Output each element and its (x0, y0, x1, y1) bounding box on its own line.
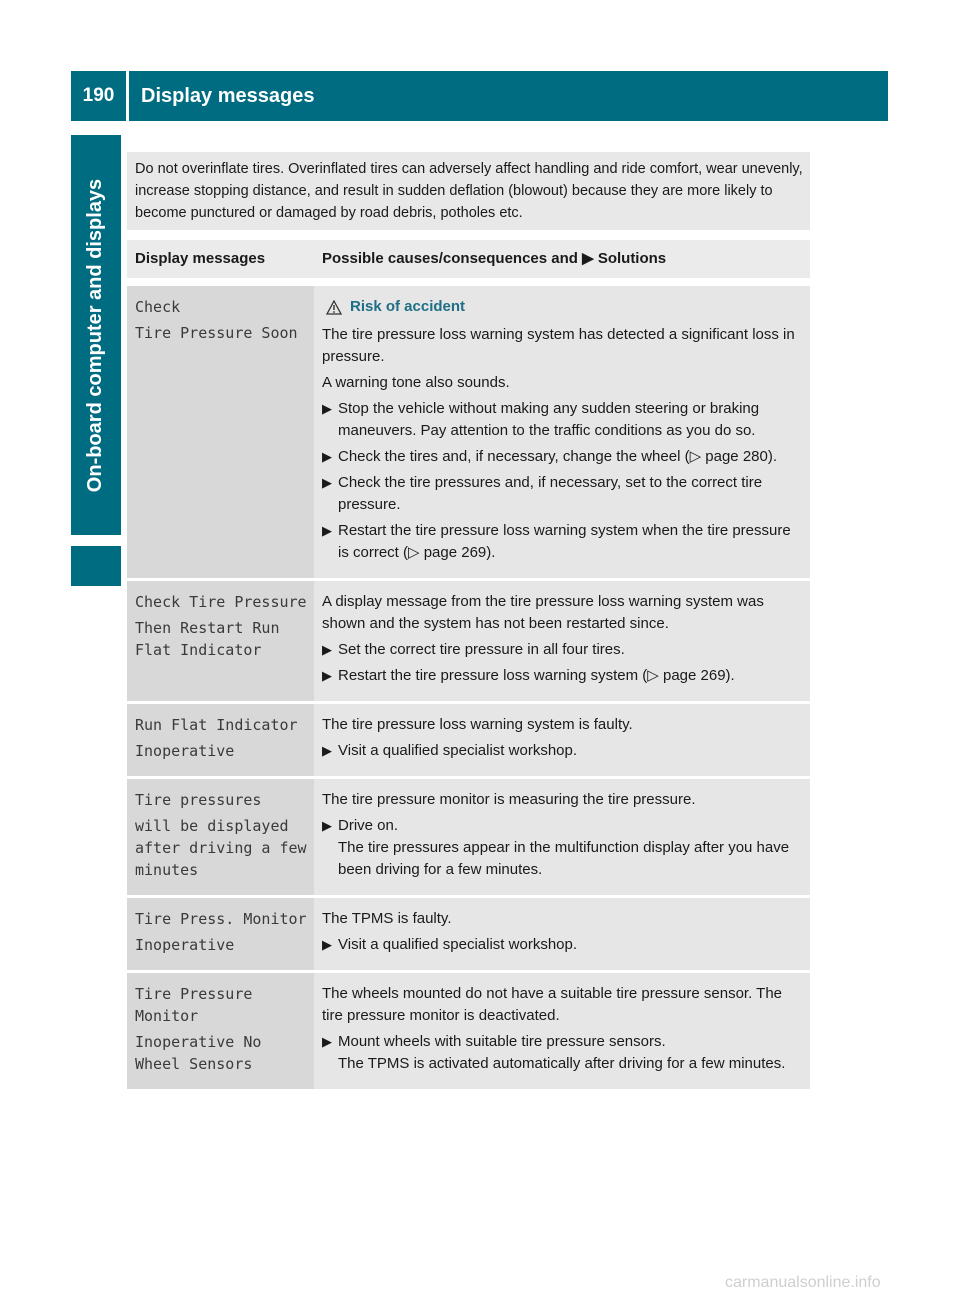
step-line: Set the correct tire pressure in all four tires. (338, 641, 625, 658)
step-line: The tire pressures appear in the multifunction display after you have been driving for a few minutes. (338, 839, 790, 878)
cause-text: A display message from the tire pressure loss warning system was shown and the system has not been restarted since. (322, 593, 764, 632)
table-header (127, 240, 810, 278)
step-arrow-icon: ▶ (322, 668, 332, 683)
step-text (338, 665, 804, 687)
step-arrow-icon: ▶ (322, 401, 332, 416)
solution-cell (314, 898, 810, 970)
table-row (127, 286, 810, 578)
display-message-text: Run Flat Indicator (135, 716, 298, 734)
step-line: Mount wheels with suitable tire pressure sensors. (338, 1033, 666, 1050)
step-text (338, 446, 804, 468)
step-line: Drive on. (338, 817, 399, 834)
table-body (127, 286, 810, 1089)
solution-cell (314, 286, 810, 578)
solution-step (322, 665, 804, 687)
display-message-cell (127, 898, 314, 970)
display-message-text: Inoperative No Wheel Sensors (135, 1033, 262, 1073)
display-message-text: Then Restart Run Flat Indicator (135, 619, 280, 659)
solution-step (322, 740, 804, 762)
solution-step (322, 472, 804, 516)
table-row (127, 898, 810, 970)
step-text (338, 1031, 804, 1075)
solution-cell (314, 704, 810, 776)
solution-step (322, 934, 804, 956)
step-arrow-icon: ▶ (322, 523, 332, 538)
display-message-text: will be displayed after driving a few minutes (135, 817, 307, 879)
solution-step (322, 520, 804, 564)
table-row (127, 779, 810, 895)
step-text (338, 520, 804, 564)
step-arrow-icon: ▶ (322, 743, 332, 758)
step-arrow-icon: ▶ (322, 818, 332, 833)
step-line: Visit a qualified specialist workshop. (338, 742, 578, 759)
solution-step (322, 446, 804, 468)
step-line: Restart the tire pressure loss warning system when the tire pressure is correct (▷ page 269). (338, 522, 791, 561)
warning-triangle-icon (326, 300, 342, 315)
step-text (338, 740, 804, 762)
solution-step (322, 1031, 804, 1075)
step-line: Check the tires and, if necessary, change the wheel (▷ page 280). (338, 448, 778, 465)
step-line: Stop the vehicle without making any sudden steering or braking maneuvers. Pay attention to the traffic conditions as you do so. (338, 400, 760, 439)
column-header-display: Display messages (135, 250, 266, 267)
risk-warning (322, 296, 804, 318)
step-arrow-icon: ▶ (322, 475, 332, 490)
solution-cell (314, 973, 810, 1089)
display-messages-table (127, 240, 810, 1092)
step-line: Visit a qualified specialist workshop. (338, 936, 578, 953)
cause-text: The tire pressure loss warning system has detected a significant loss in pressure. (322, 326, 795, 365)
page-title: Display messages (141, 84, 315, 107)
risk-title: Risk of accident (350, 298, 466, 315)
step-text (338, 398, 804, 442)
step-text (338, 815, 804, 881)
display-message-text: Tire Pressure Monitor (135, 985, 253, 1025)
display-message-cell (127, 704, 314, 776)
display-message-text: Inoperative (135, 742, 235, 760)
display-message-cell (127, 973, 314, 1089)
side-tab-marker (71, 546, 121, 586)
table-row (127, 973, 810, 1089)
step-text (338, 639, 804, 661)
step-text (338, 472, 804, 516)
solution-cell (314, 779, 810, 895)
step-arrow-icon: ▶ (322, 642, 332, 657)
side-tab-label-wrap (71, 135, 121, 535)
solution-step (322, 398, 804, 442)
watermark: carmanualsonline.info (725, 1274, 881, 1291)
page-number: 190 (82, 85, 115, 106)
display-message-text: Inoperative (135, 936, 235, 954)
page-header (71, 71, 888, 121)
step-line: The TPMS is activated automatically after driving for a few minutes. (338, 1055, 786, 1072)
cause-text: The tire pressure loss warning system is faulty. (322, 716, 633, 733)
step-line: Check the tire pressures and, if necessary, set to the correct tire pressure. (338, 474, 763, 513)
cause-text: The TPMS is faulty. (322, 910, 452, 927)
step-text (338, 934, 804, 956)
overinflation-note: Do not overinflate tires. Overinflated tires can adversely affect handling and ride comfort, wear unevenly, increase stopping distance, and result in sudden deflation (blowout) because they are more likely to become punctured or damaged by road debris, potholes etc. (127, 152, 810, 230)
display-message-text: Check (135, 298, 181, 316)
display-message-text: Tire Press. Monitor (135, 910, 307, 928)
display-message-cell (127, 286, 314, 578)
solution-step (322, 815, 804, 881)
cause-text: The wheels mounted do not have a suitable tire pressure sensor. The tire pressure monitor is deactivated. (322, 985, 782, 1024)
solution-cell (314, 581, 810, 701)
step-arrow-icon: ▶ (322, 449, 332, 464)
table-row (127, 704, 810, 776)
step-arrow-icon: ▶ (322, 1034, 332, 1049)
side-tab-label: On-board computer and displays (84, 178, 107, 492)
display-message-text: Check Tire Pressure (135, 593, 307, 611)
step-arrow-icon: ▶ (322, 937, 332, 952)
step-line: Restart the tire pressure loss warning system (▷ page 269). (338, 667, 735, 684)
display-message-text: Tire Pressure Soon (135, 324, 298, 342)
display-message-cell (127, 581, 314, 701)
cause-text: A warning tone also sounds. (322, 374, 510, 391)
cause-text: The tire pressure monitor is measuring the tire pressure. (322, 791, 696, 808)
display-message-cell (127, 779, 314, 895)
column-header-solutions: Possible causes/consequences and ▶ Solutions (322, 250, 667, 267)
display-message-text: Tire pressures (135, 791, 262, 809)
solution-step (322, 639, 804, 661)
table-row (127, 581, 810, 701)
